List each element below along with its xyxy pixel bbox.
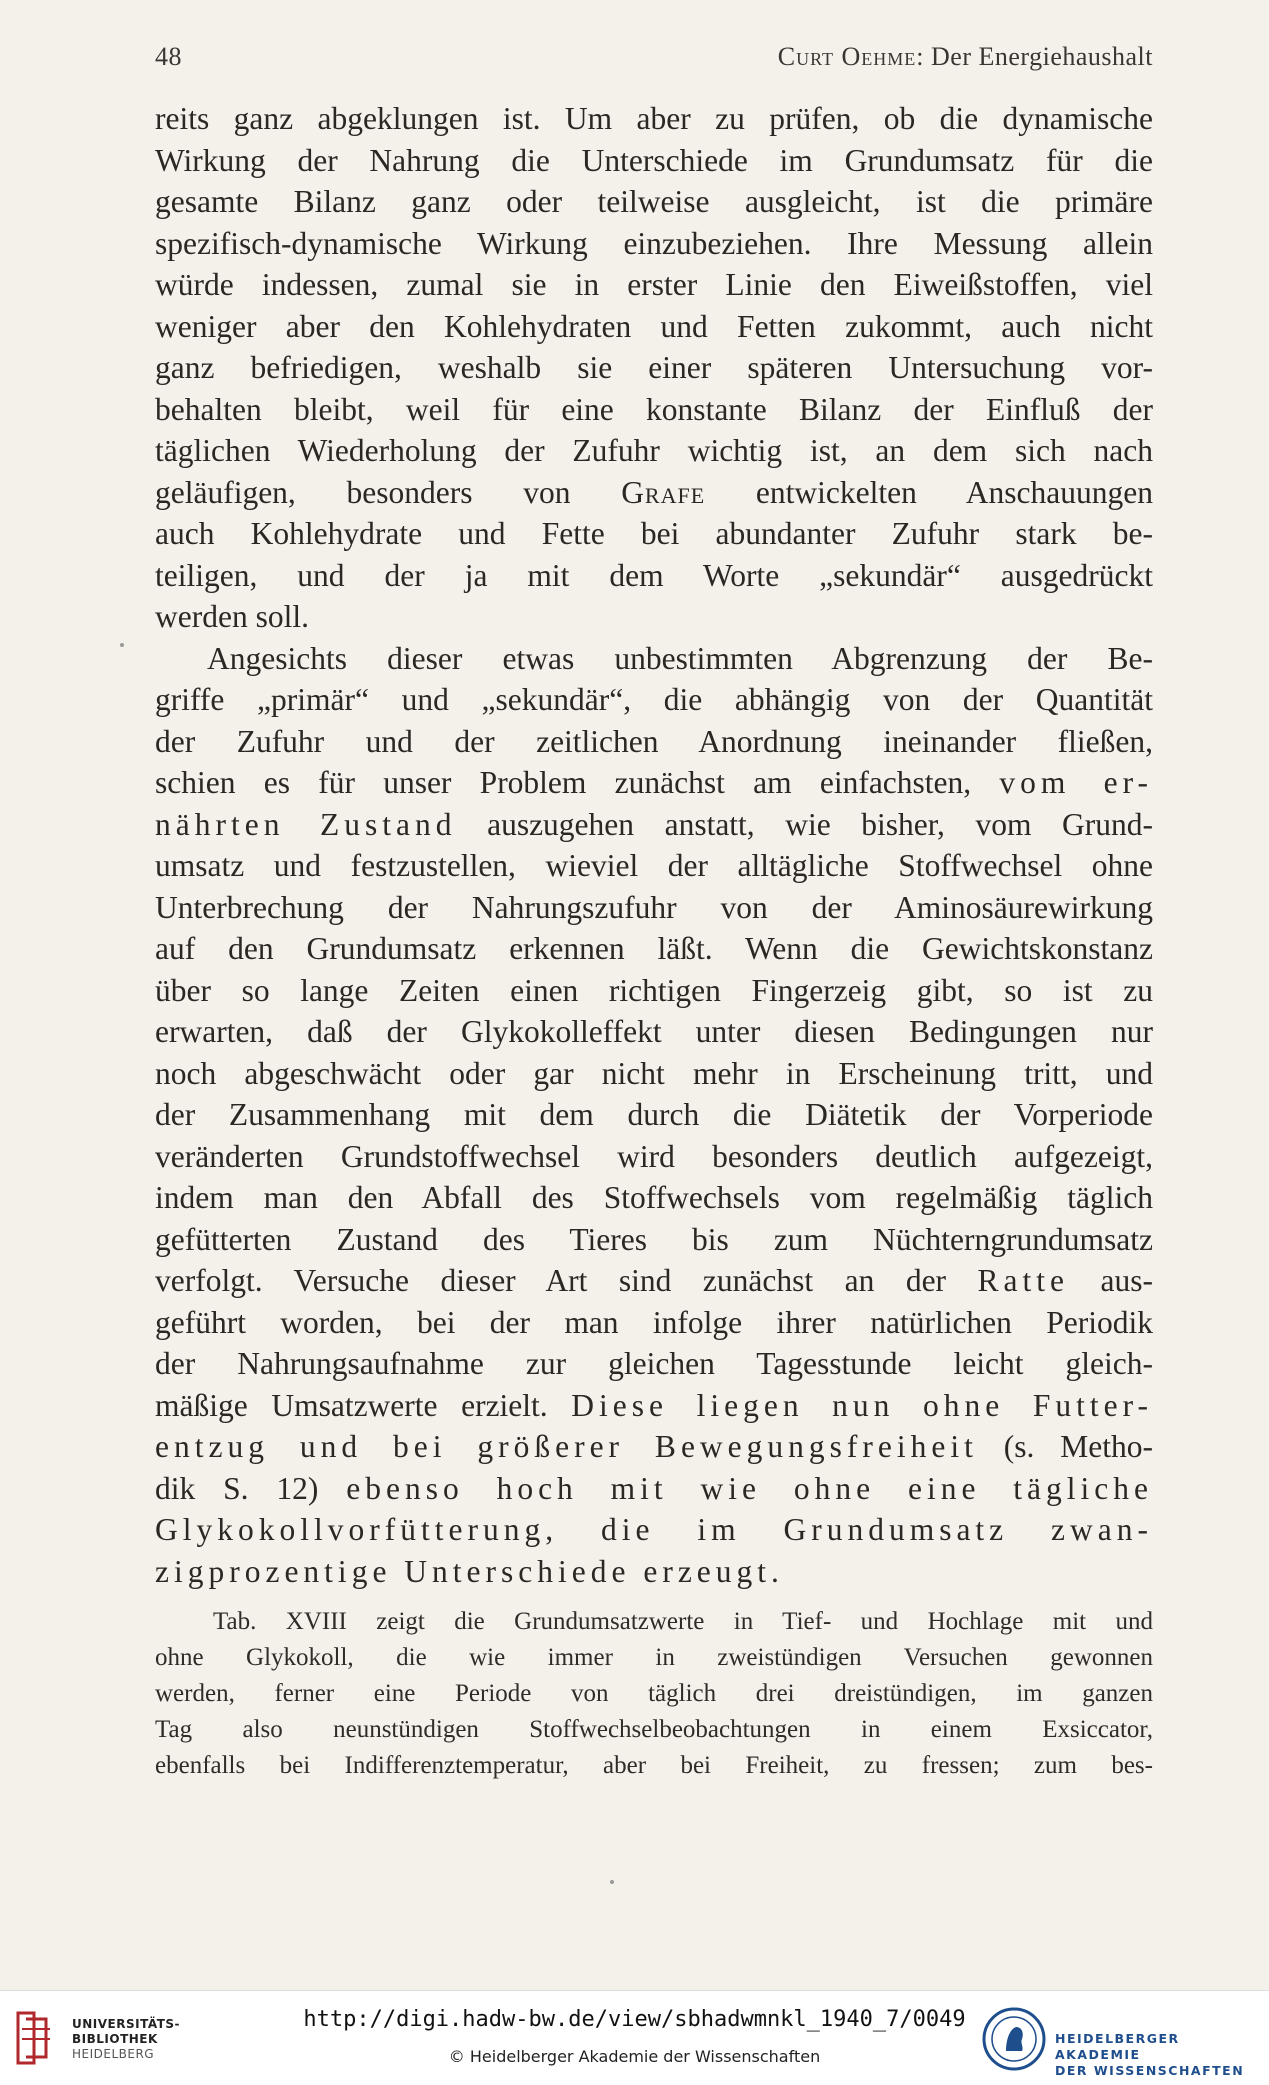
text-line	[155, 804, 1153, 846]
academy-line: DER WISSENSCHAFTEN	[1055, 2063, 1245, 2078]
text-line: indem man den Abfall des Stoffwechsels vom regelmäßig täglich	[155, 1180, 1153, 1215]
text-line: gefütterten Zustand des Tieres bis zum Nüchterngrundumsatz	[155, 1221, 1153, 1257]
text-line: veränderten Grundstoffwechsel wird besonders deutlich aufgezeigt,	[155, 1138, 1153, 1174]
text-line: reits ganz abgeklungen ist. Um aber zu prüfen, ob die dynamische	[155, 101, 1153, 136]
text-line	[155, 762, 1153, 804]
spaced-emphasis: nährten Zustand	[155, 806, 457, 842]
text-line: spezifisch-dynamische Wirkung einzubeziehen. Ihre Messung allein	[155, 225, 1153, 261]
text-line: der Zufuhr und der zeitlichen Anordnung ineinander fließen,	[155, 723, 1153, 759]
text-line	[155, 1551, 1153, 1593]
text-line: erwarten, daß der Glykokolleffekt unter diesen Bedingungen nur	[155, 1014, 1153, 1049]
small-text-line: ebenfalls bei Indifferenztemperatur, aber bei Freiheit, zu fressen; zum bes-	[155, 1752, 1153, 1779]
text-line	[155, 1385, 1153, 1427]
spaced-emphasis: ebenso hoch mit wie ohne eine tägliche	[346, 1470, 1153, 1506]
text-line: Unterbrechung der Nahrungszufuhr von der Aminosäurewirkung	[155, 889, 1153, 925]
spaced-emphasis: Diese liegen nun ohne Futter-	[571, 1387, 1153, 1423]
body-text	[155, 98, 1153, 1592]
spaced-emphasis: zigprozentige Unterschiede erzeugt.	[155, 1553, 784, 1589]
small-text-line: Tag also neunstündigen Stoffwechselbeobachtungen in einem Exsiccator,	[155, 1716, 1153, 1743]
spaced-emphasis: Ratte	[977, 1263, 1070, 1298]
small-print-paragraph	[155, 1604, 1153, 1784]
text-line: der Nahrungsaufnahme zur gleichen Tagesstunde leicht gleich-	[155, 1346, 1153, 1381]
text-line: Wirkung der Nahrung die Unterschiede im Grundumsatz für die	[155, 142, 1153, 178]
text-line: weniger aber den Kohlehydraten und Fetten zukommt, auch nicht	[155, 308, 1153, 344]
text-fragment: schien es für unser Problem zunächst am einfachsten,	[155, 765, 1000, 800]
text-line: geführt worden, bei der man infolge ihrer natürlichen Periodik	[155, 1304, 1153, 1340]
text-line	[155, 1509, 1153, 1551]
spaced-emphasis: entzug und bei größerer Bewegungsfreiheit	[155, 1429, 978, 1464]
copyright-notice: © Heidelberger Akademie der Wissenschaften	[448, 2047, 821, 2066]
text-fragment: aus-	[1069, 1263, 1153, 1298]
uni-line: UNIVERSITÄTS-	[72, 2017, 181, 2031]
text-fragment: mäßige Umsatzwerte erzielt.	[155, 1387, 572, 1423]
text-line	[155, 1260, 1153, 1302]
small-text-line: Tab. XVIII zeigt die Grundumsatzwerte in Tief- und Hochlage mit und	[213, 1608, 1153, 1635]
author-name: Curt Oehme	[777, 42, 917, 71]
text-line: auf den Grundumsatz erkennen läßt. Wenn die Gewichtskonstanz	[155, 931, 1153, 966]
footer-bar	[0, 1990, 1269, 2085]
academy-seal-icon	[980, 2003, 1048, 2075]
uni-line: HEIDELBERG	[72, 2047, 155, 2061]
running-title	[778, 42, 1153, 72]
text-line: werden soll.	[155, 599, 309, 634]
text-line: auch Kohlehydrate und Fette bei abundanter Zufuhr stark be-	[155, 516, 1153, 551]
text-line: über so lange Zeiten einen richtigen Fingerzeig gibt, so ist zu	[155, 972, 1153, 1008]
author-reference-grafe: Grafe	[621, 474, 706, 510]
spaced-emphasis: Glykokollvorfütterung, die im Grundumsatz zwan-	[155, 1512, 1153, 1547]
text-fragment: entwickelten Anschauungen	[705, 474, 1153, 510]
small-text-line: werden, ferner eine Periode von täglich drei dreistündigen, im ganzen	[155, 1680, 1153, 1707]
text-line	[155, 1468, 1153, 1510]
text-line: Angesichts dieser etwas unbestimmten Abgrenzung der Be-	[207, 640, 1153, 676]
academy-logo[interactable]	[980, 2003, 1260, 2078]
small-text-line: ohne Glykokoll, die wie immer in zweistündigen Versuchen gewonnen	[155, 1644, 1153, 1671]
spaced-emphasis: vom er-	[999, 765, 1153, 800]
permalink-url[interactable]: http://digi.hadw-bw.de/view/sbhadwmnkl_1940_7/0049	[303, 2007, 966, 2032]
text-line: täglichen Wiederholung der Zufuhr wichtig ist, an dem sich nach	[155, 433, 1153, 468]
text-fragment: (s. Metho-	[977, 1429, 1153, 1464]
text-fragment: geläufigen, besonders von	[155, 474, 622, 510]
text-line	[155, 472, 1153, 514]
text-line: gesamte Bilanz ganz oder teilweise ausgleicht, ist die primäre	[155, 184, 1153, 219]
text-line: teiligen, und der ja mit dem Worte „sekundär“ ausgedrückt	[155, 557, 1153, 593]
text-line: griffe „primär“ und „sekundär“, die abhängig von der Quantität	[155, 682, 1153, 717]
uni-line: BIBLIOTHEK	[72, 2032, 158, 2046]
paper-speck	[610, 1880, 614, 1884]
academy-line: HEIDELBERGER AKADEMIE	[1055, 2031, 1180, 2062]
text-line: noch abgeschwächt oder gar nicht mehr in Erscheinung tritt, und	[155, 1055, 1153, 1091]
text-line: behalten bleibt, weil für eine konstante Bilanz der Einfluß der	[155, 391, 1153, 427]
paper-speck	[120, 643, 124, 647]
text-line: umsatz und festzustellen, wieviel der alltägliche Stoffwechsel ohne	[155, 848, 1153, 883]
page-number: 48	[155, 42, 182, 71]
text-fragment: auszugehen anstatt, wie bisher, vom Grund-	[456, 806, 1154, 842]
text-line: würde indessen, zumal sie in erster Linie den Eiweißstoffen, viel	[155, 267, 1153, 302]
text-fragment: verfolgt. Versuche dieser Art sind zunächst an der	[155, 1263, 978, 1298]
text-line: der Zusammenhang mit dem durch die Diätetik der Vorperiode	[155, 1097, 1153, 1132]
text-fragment: dik S. 12)	[155, 1470, 347, 1506]
academy-text	[1055, 2031, 1260, 2079]
text-line: ganz befriedigen, weshalb sie einer späteren Untersuchung vor-	[155, 350, 1153, 385]
running-title-rest: : Der Energiehaushalt	[916, 42, 1153, 71]
text-line	[155, 1426, 1153, 1468]
